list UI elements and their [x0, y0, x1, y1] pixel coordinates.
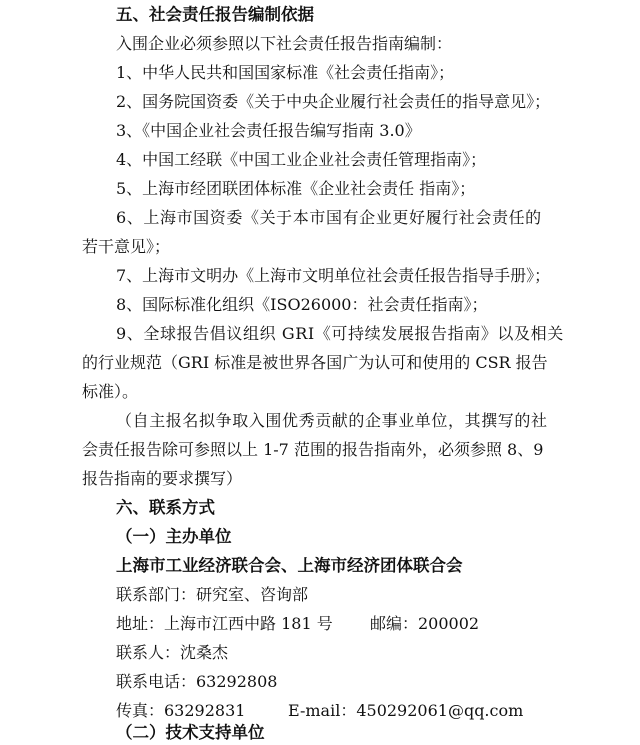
section-5-heading: 五、社会责任报告编制依据 [116, 5, 314, 24]
list-item: 1、中华人民共和国国家标准《社会责任指南》； [116, 63, 455, 82]
contact-phone: 联系电话：63292808 [116, 672, 278, 691]
list-item: 5、上海市经团联团体标准《企业社会责任 指南》； [116, 179, 476, 198]
contact-address: 地址：上海市江西中路 181 号 [116, 614, 333, 633]
host-heading: （一）主办单位 [116, 527, 232, 546]
list-item: 3、《中国企业社会责任报告编写指南 3.0》 [116, 121, 421, 140]
list-item: 4、中国工经联《中国工业企业社会责任管理指南》； [116, 150, 487, 169]
list-item: 8、国际标准化组织《ISO26000：社会责任指南》； [116, 295, 488, 314]
list-item-continuation: 标准）。 [82, 382, 139, 401]
contact-person: 联系人：沈桑杰 [116, 643, 229, 662]
section-5-intro: 入围企业必须参照以下社会责任报告指南编制： [116, 34, 453, 53]
note-line: 报告指南的要求撰写） [82, 469, 243, 488]
list-item: 6、上海市国资委《关于本市国有企业更好履行社会责任的 [116, 208, 542, 227]
list-item: 9、全球报告倡议组织 GRI《可持续发展报告指南》以及相关 [116, 324, 564, 343]
contact-email: E-mail：450292061@qq.com [288, 701, 524, 720]
tech-support-heading: （二）技术支持单位 [116, 723, 265, 742]
list-item-continuation: 的行业规范（GRI 标准是被世界各国广为认可和使用的 CSR 报告 [82, 353, 548, 372]
contact-department: 联系部门：研究室、咨询部 [116, 585, 309, 604]
list-item-continuation: 若干意见》； [82, 237, 171, 256]
contact-postcode: 邮编：200002 [370, 614, 480, 633]
section-6-heading: 六、联系方式 [116, 498, 215, 517]
contact-fax: 传真：63292831 [116, 701, 246, 720]
list-item: 2、国务院国资委《关于中央企业履行社会责任的指导意见》； [116, 92, 551, 111]
host-organization: 上海市工业经济联合会、上海市经济团体联合会 [116, 556, 463, 575]
list-item: 7、上海市文明办《上海市文明单位社会责任报告指导手册》； [116, 266, 551, 285]
note-line: 会责任报告除可参照以上 1-7 范围的报告指南外，必须参照 8、9 [82, 440, 544, 459]
note-line: （自主报名拟争取入围优秀贡献的企事业单位，其撰写的社 [116, 411, 548, 430]
